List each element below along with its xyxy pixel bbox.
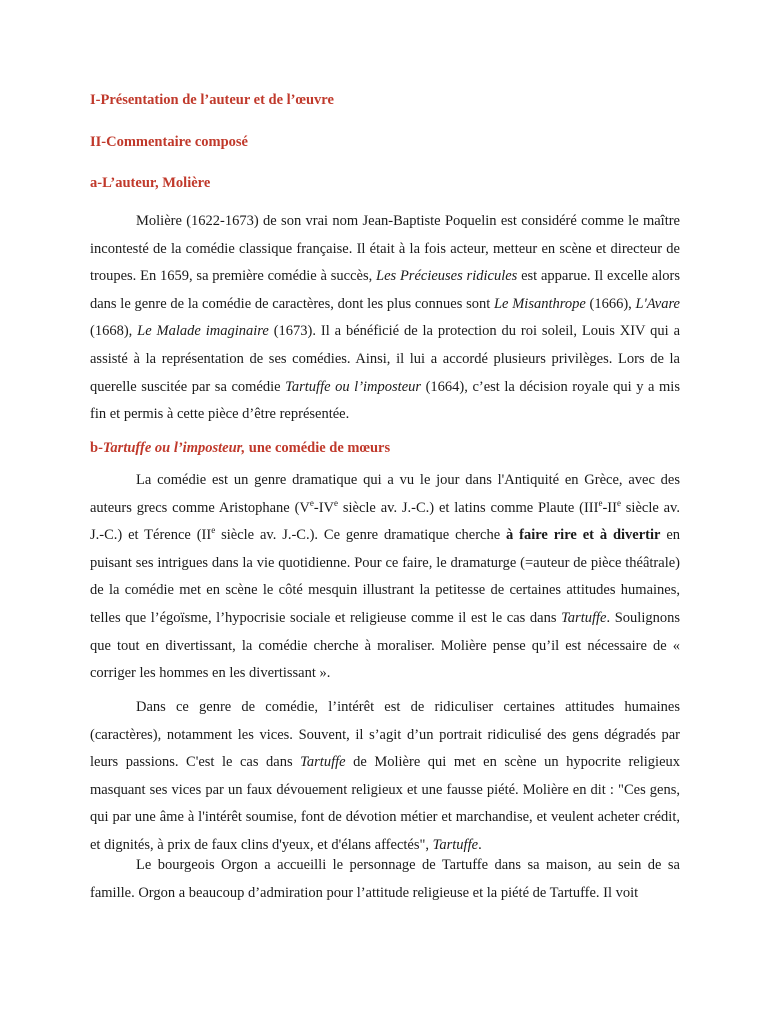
heading-presentation: I-Présentation de l’auteur et de l’œuvre <box>90 92 334 108</box>
text-run: est apparue. Il excelle alors dans le genre de la comédie de caractères, dont les plus connues sont <box>90 268 680 312</box>
heading-auteur: a-L’auteur, Molière <box>90 175 211 191</box>
text-run: (1664), c’est la décision royale qui y a mis fin et permis à cette pièce d’être représentée. <box>90 378 680 423</box>
superscript: e <box>616 497 621 508</box>
paragraph-comedie <box>90 467 680 688</box>
text-run: La comédie est un genre dramatique qui a vu le jour dans l'Antiquité en Grèce, avec des auteurs grecs comme Aristophane (V <box>90 472 680 516</box>
text-run: Molière (1622-1673) de son vrai nom Jean-Baptiste Poquelin est considéré comme le maître incontesté de la comédie classique française. Il était à la fois acteur, metteur en scène et directeur de troupes. En 1659, sa première comédie à succès, <box>90 213 680 285</box>
paragraph-moliere <box>90 208 680 429</box>
superscript: e <box>334 497 339 508</box>
text-run: . <box>478 836 482 853</box>
text-run: (1666), <box>585 295 636 312</box>
heading-tartuffe <box>90 440 390 457</box>
paragraph-genre <box>90 694 680 860</box>
heading-prefix: b- <box>90 440 103 456</box>
text-run: siècle av. J.-C.) et Térence (II <box>90 499 680 544</box>
superscript: e <box>211 525 216 536</box>
title-tartuffe: Tartuffe <box>561 609 607 626</box>
paragraph-orgon <box>90 852 680 907</box>
text-run: siècle av. J.-C.). Ce genre dramatique cherche <box>215 527 507 544</box>
text-run: . Soulignons que tout en divertissant, la comédie cherche à moraliser. Molière pense qu’il est nécessaire de « corriger les hommes en les divertissant ». <box>90 609 680 682</box>
title-malade: Le Malade imaginaire <box>137 323 269 340</box>
superscript: e <box>309 497 314 508</box>
heading-commentaire: II-Commentaire composé <box>90 134 248 150</box>
text-run: -IV <box>313 499 335 516</box>
emphasis-rire: à faire rire et à divertir <box>506 527 661 544</box>
text-run: -II <box>602 499 617 516</box>
heading-rest: une comédie de mœurs <box>245 440 391 456</box>
text-run: Dans ce genre de comédie, l’intérêt est de ridiculiser certaines attitudes humaines (caractères), notamment les vices. Souvent, il s’agit d’un portrait ridiculisé des gens dégradés par leurs passions. C'est le cas dans <box>90 699 680 771</box>
heading-title: Tartuffe ou l’imposteur, <box>102 440 246 456</box>
text-run: (1673). Il a bénéficié de la protection du roi soleil, Louis XIV qui a assisté à la représentation de ses comédies. Ainsi, il lui a accordé plusieurs privilèges. Lors de la querelle suscitée par sa comédie <box>90 323 680 395</box>
title-tartuffe: Tartuffe <box>432 836 479 853</box>
text-run: en puisant ses intrigues dans la vie quotidienne. Pour ce faire, le dramaturge (=auteur de pièce théâtrale) de la comédie met en scène le côté mesquin illustrant la petitesse de certaines attitudes humaines, telles que l’égoïsme, l’hypocrisie sociale et religieuse comme il est le cas dans <box>90 527 681 626</box>
title-tartuffe: Tartuffe ou l’imposteur <box>285 378 422 395</box>
title-precieuses: Les Précieuses ridicules <box>376 268 518 285</box>
title-avare: L'Avare <box>635 295 680 312</box>
title-misanthrope: Le Misanthrope <box>493 295 586 312</box>
text-run: Le bourgeois Orgon a accueilli le personnage de Tartuffe dans sa maison, au sein de sa famille. Orgon a beaucoup d’admiration pour l’attitude religieuse et la piété de Tartuffe. Il voit <box>90 857 680 901</box>
text-run: (1668), <box>90 323 138 340</box>
text-run: siècle av. J.-C.) et latins comme Plaute (III <box>338 499 599 516</box>
text-run: de Molière qui met en scène un hypocrite religieux masquant ses vices par un faux dévouement religieux et une fausse piété. Molière en dit : "Ces gens, qui par une âme à l'intérêt soumise, font de dévotion métier et marchandise, et veulent acheter crédit, et dignités, à prix de faux clins d'yeux, et d'élans affectés", <box>90 754 680 853</box>
superscript: e <box>598 497 603 508</box>
title-tartuffe: Tartuffe <box>300 754 346 771</box>
